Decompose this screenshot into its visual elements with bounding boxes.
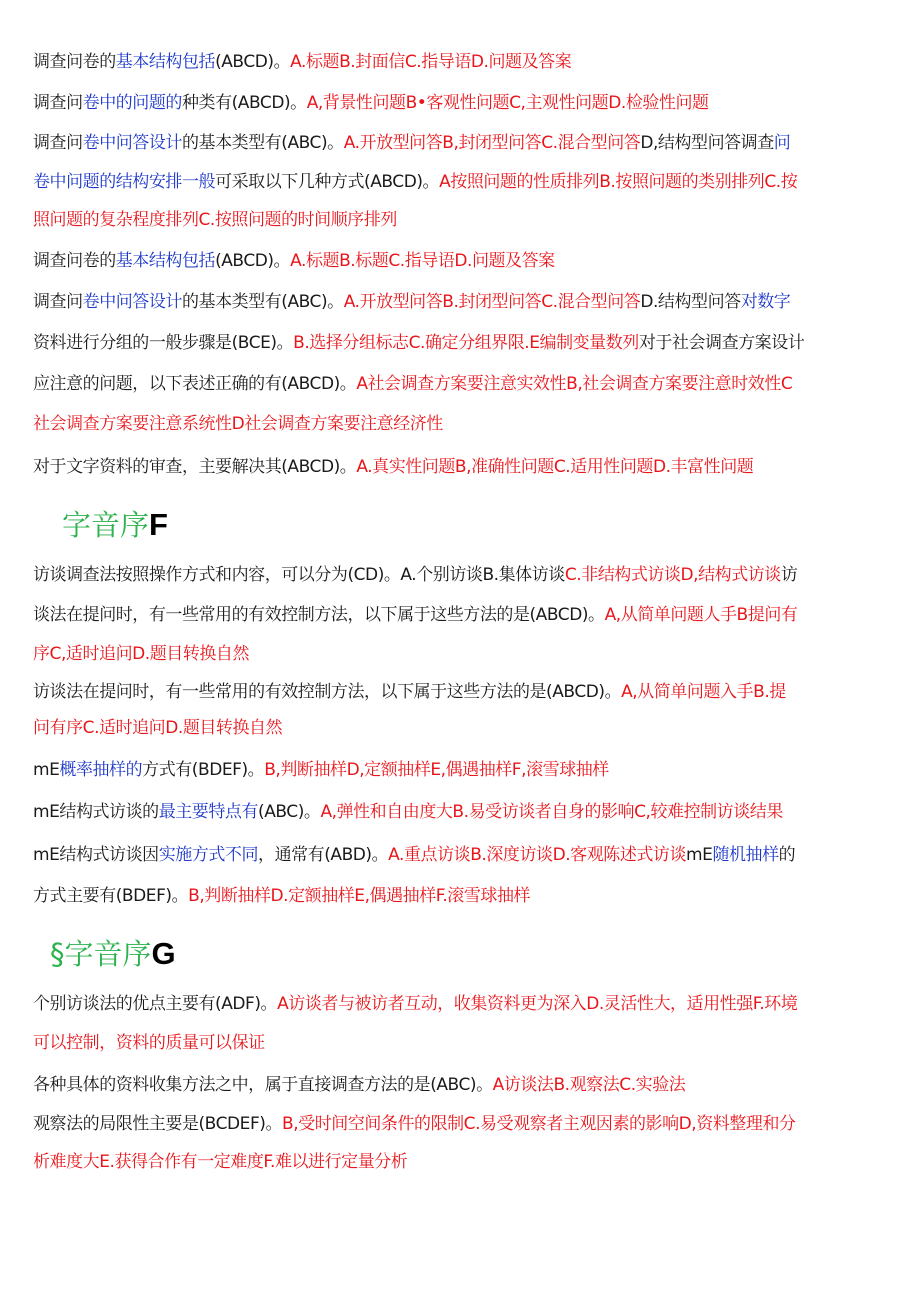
answer-text: A.重点访谈B.深度访谈D.客观陈述式访谈 — [388, 845, 687, 865]
question-text: ，通常有(ABD)。 — [258, 845, 389, 865]
question-text: 观察法的局限性主要是(BCDEF)。 — [33, 1114, 283, 1134]
section-heading — [62, 507, 168, 543]
question-text: 访 — [780, 565, 798, 585]
answer-text: 序C,适时追问D.题目转换自然 — [33, 644, 250, 664]
text-line — [33, 885, 903, 907]
text-line — [33, 413, 903, 435]
question-text: 个别访谈法的优点主要有(ADF)。 — [33, 994, 278, 1014]
section-heading-label: 字音序 — [62, 508, 150, 542]
section-heading-letter: F — [149, 507, 168, 542]
text-line — [33, 250, 903, 272]
answer-text: A社会调查方案要注意实效性B,社会调查方案要注意时效性C — [356, 374, 793, 394]
question-text: mE结构式访谈因 — [33, 845, 159, 865]
text-line — [33, 1151, 903, 1173]
question-text: 各种具体的资料收集方法之中，属于直接调查方法的是(ABC)。 — [33, 1075, 493, 1095]
question-text: (ABCD)。 — [215, 251, 291, 271]
answer-text: A,弹性和自由度大B.易受访谈者自身的影响C,较难控制访谈结果 — [320, 802, 783, 822]
section-heading-letter: G — [151, 936, 176, 971]
question-text: 访谈法在提问时，有一些常用的有效控制方法，以下属于这些方法的是(ABCD)。 — [33, 682, 622, 702]
text-line — [33, 332, 903, 354]
question-text: 调查问卷的 — [33, 251, 116, 271]
answer-text: B,受时间空间条件的限制C.易受观察者主观因素的影响D,资料整理和分 — [282, 1114, 796, 1134]
text-line — [33, 993, 903, 1015]
answer-text: A.标题B.标题C.指导语D.问题及答案 — [290, 251, 555, 271]
text-line — [33, 604, 903, 626]
question-text: 种类有(ABCD)。 — [181, 93, 307, 113]
question-text: 调查问 — [33, 133, 83, 153]
section-heading-label: §字音序 — [50, 937, 152, 971]
answer-text: A.真实性问题B,准确性问题C.适用性问题D.丰富性问题 — [356, 457, 754, 477]
question-text: (ABC)。 — [258, 802, 321, 822]
question-text: 谈法在提问时，有一些常用的有效控制方法，以下属于这些方法的是(ABCD)。 — [33, 605, 605, 625]
text-line — [33, 209, 903, 231]
question-text: mE — [33, 760, 60, 780]
question-text: 对于文字资料的审查，主要解决其(ABCD)。 — [33, 457, 357, 477]
text-line — [33, 1074, 903, 1096]
answer-text: B.选择分组标志C.确定分组界限.E编制变量数列 — [293, 333, 639, 353]
answer-text: A访谈法B.观察法C.实验法 — [492, 1075, 686, 1095]
text-line — [33, 717, 903, 739]
answer-text: A,背景性问题B•客观性问题C,主观性问题D.检验性问题 — [306, 93, 709, 113]
highlighted-term: 基本结构包括 — [115, 52, 216, 72]
highlighted-term: 卷中问答设计 — [82, 292, 182, 312]
answer-text: 可以控制，资料的质量可以保证 — [33, 1033, 265, 1053]
highlighted-term: 卷中问题的结构安排一般 — [33, 172, 216, 192]
question-text: 对于社会调查方案设计 — [638, 333, 805, 353]
text-line — [33, 132, 903, 154]
question-text: 应注意的问题，以下表述正确的有(ABCD)。 — [33, 374, 357, 394]
question-text: 调查问 — [33, 292, 83, 312]
question-text: D.结构型问答 — [640, 292, 741, 312]
text-line — [33, 564, 903, 586]
question-text: mE结构式访谈的 — [33, 802, 159, 822]
question-text: 可采取以下几种方式(ABCD)。 — [215, 172, 440, 192]
highlighted-term: 最主要特点有 — [158, 802, 259, 822]
highlighted-term: 实施方式不同 — [158, 845, 259, 865]
text-line — [33, 759, 903, 781]
question-text: 方式主要有(BDEF)。 — [33, 886, 189, 906]
highlighted-term: 卷中的问题的 — [82, 93, 182, 113]
text-line — [33, 291, 903, 313]
section-heading — [50, 936, 176, 972]
question-text: 方式有(BDEF)。 — [142, 760, 265, 780]
answer-text: 析难度大E.获得合作有一定难度F.难以进行定量分析 — [33, 1152, 408, 1172]
text-line — [33, 171, 903, 193]
highlighted-term: 概率抽样的 — [59, 760, 143, 780]
highlighted-term: 问 — [773, 133, 791, 153]
text-line — [33, 92, 903, 114]
answer-text: A访谈者与被访者互动，收集资料更为深入D.灵活性大，适用性强F.环境 — [277, 994, 798, 1014]
text-line — [33, 844, 903, 866]
question-text: (ABCD)。 — [215, 52, 291, 72]
text-line — [33, 801, 903, 823]
answer-text: 问有序C.适时追问D.题目转换自然 — [33, 718, 283, 738]
answer-text: A,从简单问题入手B.提 — [621, 682, 786, 702]
text-line — [33, 373, 903, 395]
highlighted-term: 随机抽样 — [712, 845, 779, 865]
answer-text: A.标题B.封面信C.指导语D.问题及答案 — [290, 52, 572, 72]
text-line — [33, 51, 903, 73]
question-text: 的 — [778, 845, 796, 865]
answer-text: C.非结构式访谈D,结构式访谈 — [564, 565, 781, 585]
question-text: 调查问 — [33, 93, 83, 113]
answer-text: A,从简单问题人手B提问有 — [604, 605, 798, 625]
highlighted-term: 对数字 — [740, 292, 791, 312]
highlighted-term: 卷中问答设计 — [82, 133, 182, 153]
text-line — [33, 643, 903, 665]
question-text: D,结构型问答调查 — [640, 133, 774, 153]
answer-text: B,判断抽样D.定额抽样E,偶遇抽样F.滚雪球抽样 — [188, 886, 531, 906]
question-text: 访谈调查法按照操作方式和内容，可以分为(CD)。A.个别访谈B.集体访谈 — [33, 565, 565, 585]
text-line — [33, 456, 903, 478]
answer-text: A按照问题的性质排列B.按照问题的类别排列C.按 — [439, 172, 798, 192]
answer-text: 照问题的复杂程度排列C.按照问题的时间顺序排列 — [33, 210, 397, 230]
answer-text: A.开放型问答B.封闭型问答C.混合型问答 — [343, 292, 641, 312]
text-line — [33, 681, 903, 703]
answer-text: 社会调查方案要注意系统性D社会调查方案要注意经济性 — [33, 414, 443, 434]
text-line — [33, 1032, 903, 1054]
highlighted-term: 基本结构包括 — [115, 251, 216, 271]
question-text: 的基本类型有(ABC)。 — [181, 133, 344, 153]
text-line — [33, 1113, 903, 1135]
question-text: 调查问卷的 — [33, 52, 116, 72]
question-text: 的基本类型有(ABC)。 — [181, 292, 344, 312]
question-text: 资料进行分组的一般步骤是(BCE)。 — [33, 333, 294, 353]
answer-text: A.开放型问答B,封闭型问答C.混合型问答 — [343, 133, 641, 153]
question-text: mE — [686, 845, 713, 865]
answer-text: B,判断抽样D,定额抽样E,偶遇抽样F,滚雪球抽样 — [264, 760, 609, 780]
